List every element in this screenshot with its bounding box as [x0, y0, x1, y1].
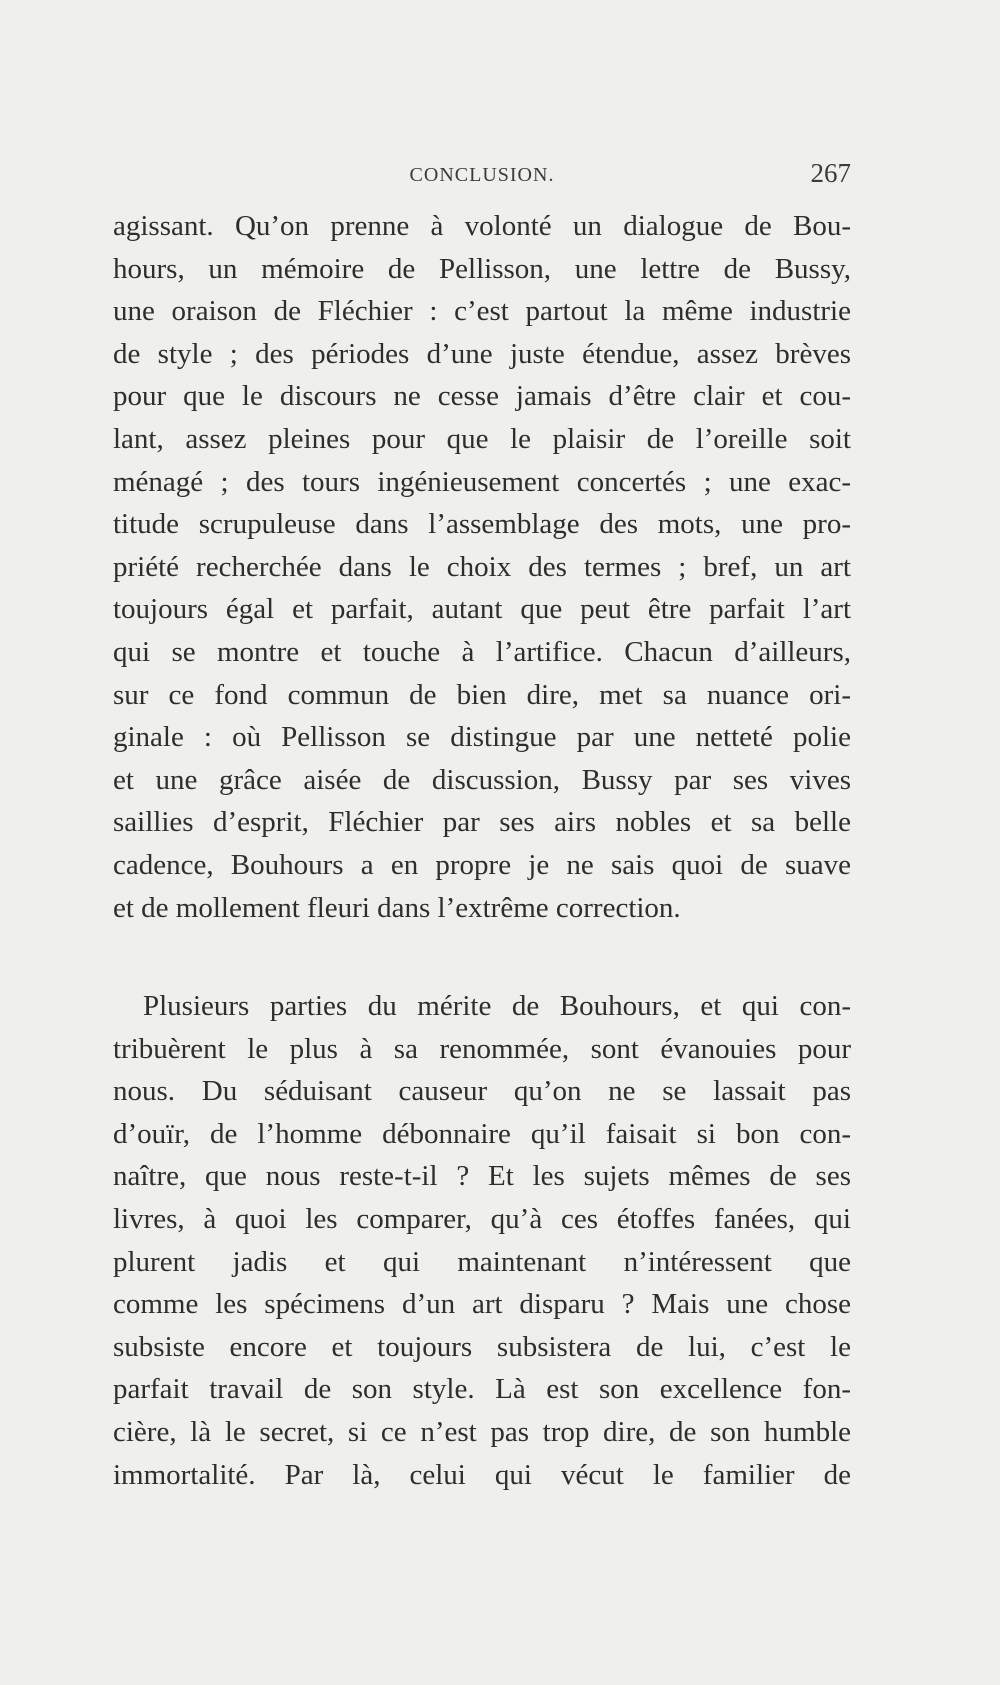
text-line: sur ce fond commun de bien dire, met sa nuance ori-	[113, 678, 851, 711]
page-number: 267	[810, 158, 851, 188]
text-line: et de mollement fleuri dans l’extrême correction.	[113, 891, 681, 924]
text-line: ménagé ; des tours ingénieusement concertés ; une exac-	[113, 465, 851, 498]
text-line: cière, là le secret, si ce n’est pas trop dire, de son humble	[113, 1416, 851, 1449]
text-line: d’ouïr, de l’homme débonnaire qu’il faisait si bon con-	[113, 1117, 851, 1150]
text-line: Plusieurs parties du mérite de Bouhours, et qui con-	[143, 990, 851, 1023]
text-line: priété recherchée dans le choix des termes ; bref, un art	[113, 550, 851, 583]
paragraph-break	[113, 929, 851, 985]
text-line: livres, à quoi les comparer, qu’à ces étoffes fanées, qui	[113, 1203, 851, 1236]
text-line: naître, que nous reste-t-il ? Et les sujets mêmes de ses	[113, 1160, 851, 1193]
paragraph-1	[113, 205, 851, 929]
text-line: nous. Du séduisant causeur qu’on ne se lassait pas	[113, 1075, 851, 1108]
page-header	[113, 158, 851, 192]
page-body	[113, 205, 851, 1496]
text-line: immortalité. Par là, celui qui vécut le familier de	[113, 1458, 851, 1491]
text-line: une oraison de Fléchier : c’est partout la même industrie	[113, 295, 851, 328]
text-line: comme les spécimens d’un art disparu ? Mais une chose	[113, 1288, 851, 1321]
text-line: toujours égal et parfait, autant que peut être parfait l’art	[113, 593, 851, 626]
text-line: hours, un mémoire de Pellisson, une lettre de Bussy,	[113, 252, 851, 285]
text-line: ginale : où Pellisson se distingue par une netteté polie	[113, 721, 851, 754]
text-line: qui se montre et touche à l’artifice. Chacun d’ailleurs,	[113, 635, 851, 668]
text-line: de style ; des périodes d’une juste étendue, assez brèves	[113, 337, 851, 370]
text-line: parfait travail de son style. Là est son excellence fon-	[113, 1373, 851, 1406]
text-line: lant, assez pleines pour que le plaisir de l’oreille soit	[113, 422, 851, 455]
text-line: pour que le discours ne cesse jamais d’être clair et cou-	[113, 380, 851, 413]
text-line: plurent jadis et qui maintenant n’intéressent que	[113, 1245, 851, 1278]
text-line: cadence, Bouhours a en propre je ne sais quoi de suave	[113, 848, 851, 881]
paragraph-2	[113, 985, 851, 1496]
text-line: subsiste encore et toujours subsistera de lui, c’est le	[113, 1330, 851, 1363]
running-head: CONCLUSION.	[409, 164, 555, 186]
text-line: et une grâce aisée de discussion, Bussy par ses vives	[113, 763, 851, 796]
text-line: titude scrupuleuse dans l’assemblage des mots, une pro-	[113, 508, 851, 541]
text-line: tribuèrent le plus à sa renommée, sont évanouies pour	[113, 1032, 851, 1065]
text-line: saillies d’esprit, Fléchier par ses airs nobles et sa belle	[113, 806, 851, 839]
text-line: agissant. Qu’on prenne à volonté un dialogue de Bou-	[113, 210, 851, 242]
